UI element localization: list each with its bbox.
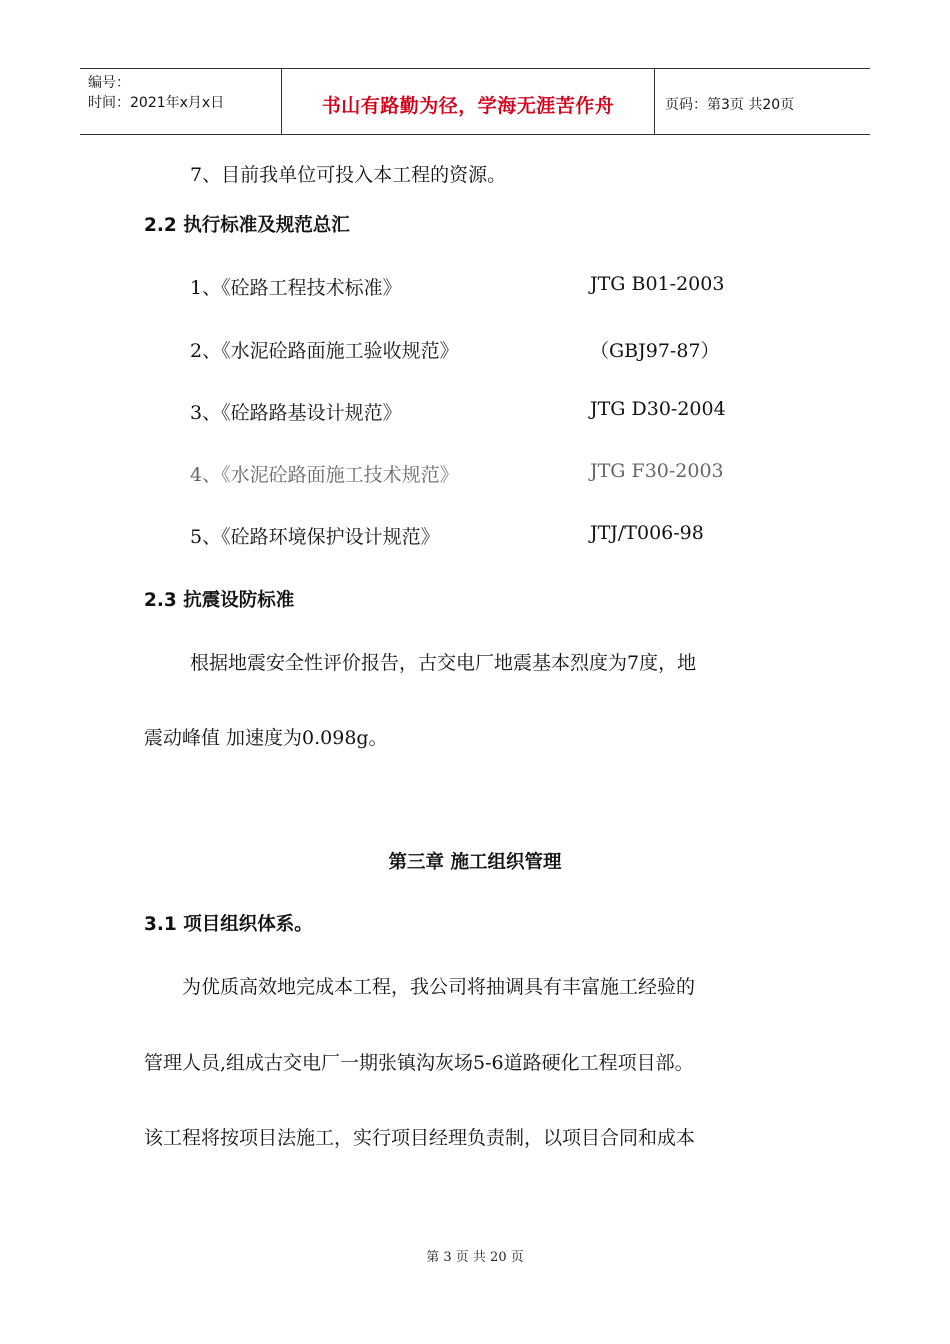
seismic-paragraph-line-1: 根据地震安全性评价报告，古交电厂地震基本烈度为7度，地 (190, 652, 697, 674)
header-motto-cell (282, 69, 655, 134)
standard-name-4: 4、《水泥砼路面施工技术规范》 (190, 464, 459, 486)
date-label: 时间：2021年x月x日 (88, 95, 225, 111)
seismic-paragraph-line-2: 震动峰值 加速度为0.098g。 (144, 727, 388, 749)
org-paragraph-line-2: 管理人员,组成古交电厂一期张镇沟灰场5-6道路硬化工程项目部。 (144, 1052, 694, 1074)
chapter-title: 第三章 施工组织管理 (388, 852, 562, 873)
standard-code-4: JTG F30-2003 (590, 460, 724, 482)
standard-code-1: JTG B01-2003 (590, 273, 725, 295)
page-header (80, 68, 870, 135)
section-heading-2-3: 2.3 抗震设防标准 (144, 590, 295, 611)
section-heading-2-2: 2.2 执行标准及规范总汇 (144, 215, 350, 236)
standard-code-2: （GBJ97-87） (590, 340, 720, 362)
page-footer: 第 3 页 共 20 页 (426, 1250, 524, 1265)
standard-name-1: 1、《砼路工程技术标准》 (190, 277, 402, 299)
list-item-7: 7、目前我单位可投入本工程的资源。 (190, 164, 507, 186)
org-paragraph-line-3: 该工程将按项目法施工，实行项目经理负责制，以项目合同和成本 (144, 1127, 696, 1149)
org-paragraph-line-1: 为优质高效地完成本工程，我公司将抽调具有丰富施工经验的 (182, 976, 696, 998)
number-label: 编号： (88, 75, 130, 91)
page-info: 页码：第3页 共20页 (665, 97, 795, 113)
standard-name-2: 2、《水泥砼路面施工验收规范》 (190, 340, 459, 362)
standard-code-3: JTG D30-2004 (590, 398, 726, 420)
section-heading-3-1: 3.1 项目组织体系。 (144, 914, 313, 935)
standard-name-3: 3、《砼路路基设计规范》 (190, 402, 402, 424)
header-left-cell (80, 69, 282, 134)
header-motto: 书山有路勤为径，学海无涯苦作舟 (321, 95, 615, 117)
header-right-cell (655, 69, 870, 134)
standard-name-5: 5、《砼路环境保护设计规范》 (190, 526, 440, 548)
standard-code-5: JTJ/T006-98 (590, 522, 704, 544)
